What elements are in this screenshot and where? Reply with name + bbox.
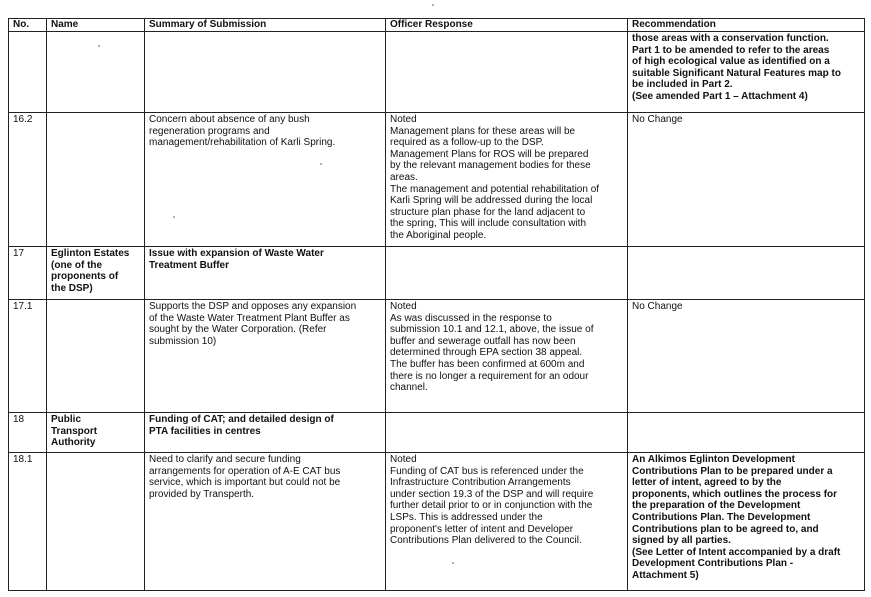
cell-officer-response bbox=[386, 32, 628, 113]
cell-text-line: An Alkimos Eglinton Development bbox=[632, 454, 795, 465]
cell-recommendation bbox=[628, 113, 865, 247]
cell-text-line: sought by the Water Corporation. (Refer bbox=[149, 324, 327, 336]
cell-text-line: by the relevant management bodies for these bbox=[390, 160, 591, 172]
cell-text-line: submission 10.1 and 12.1, above, the issue of bbox=[390, 324, 594, 336]
table-body bbox=[9, 32, 865, 591]
cell-summary bbox=[145, 300, 386, 413]
scan-speck bbox=[320, 163, 322, 165]
cell-text-line: Management Plans for ROS will be prepared bbox=[390, 148, 589, 160]
cell-name bbox=[47, 247, 145, 300]
cell-text-line: LSPs. This is addressed under the bbox=[390, 511, 543, 523]
cell-recommendation bbox=[628, 413, 865, 453]
cell-text-line: of high ecological value as identified on a bbox=[632, 56, 830, 68]
cell-text-line: Noted bbox=[390, 114, 417, 125]
cell-text-line: channel. bbox=[390, 382, 428, 394]
cell-text-line: Development Contributions Plan - bbox=[632, 558, 794, 570]
table-row bbox=[9, 32, 865, 113]
cell-text-line: Infrastructure Contribution Arrangements bbox=[390, 477, 571, 489]
scan-speck bbox=[452, 562, 454, 564]
cell-text-line: Contributions Plan to be prepared under a bbox=[632, 465, 833, 477]
cell-text-line: Funding of CAT; and detailed design of bbox=[149, 414, 334, 425]
cell-text-line: buffer and sewerage outfall has now been bbox=[390, 335, 576, 347]
cell-text-line: further detail prior to or in conjunction with the bbox=[390, 500, 593, 512]
cell-text-line: service, which is important but could not be bbox=[149, 477, 341, 489]
cell-text-line: letter of intent, agreed to by the bbox=[632, 477, 782, 489]
scan-speck bbox=[432, 4, 434, 6]
table-row bbox=[9, 247, 865, 300]
cell-text-line: Part 1 to be amended to refer to the areas bbox=[632, 44, 830, 56]
cell-summary bbox=[145, 247, 386, 300]
cell-officer-response bbox=[386, 453, 628, 591]
cell-no: 18.1 bbox=[9, 453, 47, 591]
cell-text-line: required as a follow-up to the DSP. bbox=[390, 137, 544, 149]
cell-no: 16.2 bbox=[9, 113, 47, 247]
cell-recommendation bbox=[628, 300, 865, 413]
cell-text-line: (See Letter of Intent accompanied by a draft bbox=[632, 546, 841, 558]
cell-text-line: Noted bbox=[390, 301, 417, 312]
cell-text-line: Contributions Plan. The Development bbox=[632, 511, 811, 523]
cell-text-line: submission 10) bbox=[149, 335, 217, 347]
cell-text-line: Noted bbox=[390, 454, 417, 465]
cell-no: 17 bbox=[9, 247, 47, 300]
cell-text-line: Public bbox=[51, 414, 82, 425]
cell-name bbox=[47, 113, 145, 247]
cell-text-line: proponent's letter of intent and Developer bbox=[390, 523, 574, 535]
cell-text-line: (one of the bbox=[51, 259, 103, 271]
cell-text-line: regeneration programs and bbox=[149, 125, 270, 137]
cell-text-line: Treatment Buffer bbox=[149, 259, 230, 271]
cell-officer-response bbox=[386, 413, 628, 453]
cell-text-line: The management and potential rehabilitation of bbox=[390, 183, 600, 195]
cell-text-line: the Aboriginal people. bbox=[390, 229, 487, 241]
cell-text-line: No Change bbox=[632, 301, 683, 312]
cell-text-line: the spring, This will include consultation with bbox=[390, 218, 587, 230]
cell-text-line: Attachment 5) bbox=[632, 569, 699, 581]
cell-text-line: Concern about absence of any bush bbox=[149, 114, 310, 125]
cell-text-line: the DSP) bbox=[51, 282, 93, 294]
table-row bbox=[9, 453, 865, 591]
cell-summary bbox=[145, 453, 386, 591]
cell-name bbox=[47, 413, 145, 453]
cell-text-line: structure plan phase for the land adjacent to bbox=[390, 206, 586, 218]
cell-text-line: (See amended Part 1 – Attachment 4) bbox=[632, 90, 808, 102]
cell-text-line: Authority bbox=[51, 437, 96, 449]
scan-speck bbox=[173, 216, 175, 218]
cell-text-line: Supports the DSP and opposes any expansion bbox=[149, 301, 357, 312]
cell-text-line: No Change bbox=[632, 114, 683, 125]
header-name: Name bbox=[47, 19, 145, 32]
table-row bbox=[9, 413, 865, 453]
cell-text-line: signed by all parties. bbox=[632, 535, 731, 547]
cell-no: 18 bbox=[9, 413, 47, 453]
cell-text-line: Issue with expansion of Waste Water bbox=[149, 248, 324, 259]
cell-text-line: the preparation of the Development bbox=[632, 500, 801, 512]
cell-text-line: under section 19.3 of the DSP and will require bbox=[390, 488, 594, 500]
cell-text-line: Contributions Plan delivered to the Council. bbox=[390, 535, 582, 547]
cell-text-line: Transport bbox=[51, 425, 98, 437]
cell-recommendation bbox=[628, 32, 865, 113]
header-officer-response: Officer Response bbox=[386, 19, 628, 32]
cell-text-line: be included in Part 2. bbox=[632, 79, 733, 91]
cell-recommendation bbox=[628, 247, 865, 300]
cell-summary bbox=[145, 32, 386, 113]
cell-text-line: there is no longer a requirement for an odour bbox=[390, 370, 589, 382]
cell-text-line: proponents, which outlines the process for bbox=[632, 488, 838, 500]
cell-officer-response bbox=[386, 300, 628, 413]
header-row bbox=[9, 19, 865, 32]
cell-text-line: Eglinton Estates bbox=[51, 248, 130, 259]
cell-officer-response bbox=[386, 113, 628, 247]
cell-officer-response bbox=[386, 247, 628, 300]
cell-text-line: Contributions plan to be agreed to, and bbox=[632, 523, 819, 535]
table-row bbox=[9, 300, 865, 413]
cell-name bbox=[47, 300, 145, 413]
cell-text-line: arrangements for operation of A-E CAT bus bbox=[149, 465, 341, 477]
cell-text-line: proponents of bbox=[51, 271, 119, 283]
table-row bbox=[9, 113, 865, 247]
header-summary: Summary of Submission bbox=[145, 19, 386, 32]
cell-text-line: As was discussed in the response to bbox=[390, 312, 552, 324]
header-no: No. bbox=[9, 19, 47, 32]
cell-no: 17.1 bbox=[9, 300, 47, 413]
cell-name bbox=[47, 453, 145, 591]
cell-text-line: PTA facilities in centres bbox=[149, 425, 261, 437]
scan-speck bbox=[98, 45, 100, 47]
cell-text-line: The buffer has been confirmed at 600m and bbox=[390, 358, 585, 370]
cell-text-line: Management plans for these areas will be bbox=[390, 125, 576, 137]
cell-text-line: those areas with a conservation function. bbox=[632, 33, 829, 44]
cell-summary bbox=[145, 413, 386, 453]
cell-text-line: of the Waste Water Treatment Plant Buffer as bbox=[149, 312, 350, 324]
submissions-table bbox=[8, 18, 865, 591]
cell-no bbox=[9, 32, 47, 113]
cell-name bbox=[47, 32, 145, 113]
cell-text-line: Need to clarify and secure funding bbox=[149, 454, 301, 465]
cell-text-line: areas. bbox=[390, 171, 418, 183]
cell-text-line: Funding of CAT bus is referenced under the bbox=[390, 465, 584, 477]
cell-text-line: determined through EPA section 38 appeal. bbox=[390, 347, 583, 359]
cell-text-line: management/rehabilitation of Karli Spring. bbox=[149, 137, 336, 149]
cell-summary bbox=[145, 113, 386, 247]
cell-text-line: suitable Significant Natural Features map to bbox=[632, 67, 841, 79]
cell-text-line: provided by Transperth. bbox=[149, 488, 255, 500]
header-recommendation: Recommendation bbox=[628, 19, 865, 32]
cell-recommendation bbox=[628, 453, 865, 591]
cell-text-line: Karli Spring will be addressed during the local bbox=[390, 195, 593, 207]
